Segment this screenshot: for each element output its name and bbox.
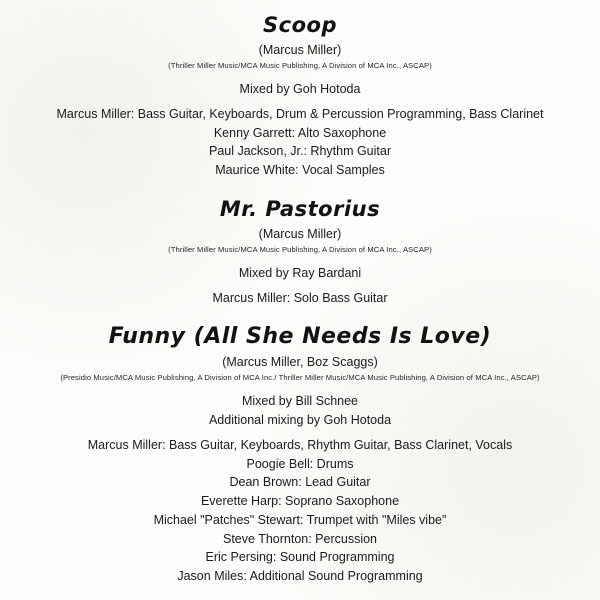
credit-line: Marcus Miller: Bass Guitar, Keyboards, Drum & Percussion Programming, Bass Clarinet bbox=[56, 106, 544, 121]
track-publisher: (Presidio Music/MCA Music Publishing, A Division of MCA Inc./ Thriller Miller Music/MCA Music Publishing, A Division of MCA Inc., ASCAP) bbox=[60, 373, 540, 383]
track-mixing-credits bbox=[18, 393, 582, 430]
track-publisher: (Thriller Miller Music/MCA Music Publishing, A Division of MCA Inc., ASCAP) bbox=[168, 244, 432, 254]
credit-line: Michael "Patches" Stewart: Trumpet with "Miles vibe" bbox=[153, 512, 447, 527]
mixing-line: Mixed by Bill Schnee bbox=[241, 394, 359, 409]
credit-line: Everette Harp: Soprano Saxophone bbox=[200, 494, 400, 509]
track-title: Scoop bbox=[263, 13, 337, 37]
credit-line: Marcus Miller: Solo Bass Guitar bbox=[212, 290, 388, 305]
credit-line: Poogie Bell: Drums bbox=[246, 456, 354, 471]
credit-line: Paul Jackson, Jr.: Rhythm Guitar bbox=[208, 144, 391, 159]
track-mixing-credits bbox=[18, 265, 582, 283]
track-performer-credits bbox=[18, 437, 582, 586]
track-entry-funny bbox=[18, 325, 582, 586]
credit-line: Jason Miles: Additional Sound Programming bbox=[177, 569, 423, 584]
credit-line: Eric Persing: Sound Programming bbox=[205, 550, 395, 565]
track-composer: (Marcus Miller, Boz Scaggs) bbox=[222, 355, 378, 370]
credit-line: Kenny Garrett: Alto Saxophone bbox=[213, 125, 387, 140]
track-composer: (Marcus Miller) bbox=[258, 43, 342, 58]
track-composer: (Marcus Miller) bbox=[258, 226, 342, 241]
track-performer-credits bbox=[18, 290, 582, 308]
track-mixing-credits bbox=[18, 81, 582, 99]
mixing-line: Mixed by Ray Bardani bbox=[238, 265, 362, 280]
track-entry-mr-pastorius bbox=[18, 198, 582, 308]
credit-line: Marcus Miller: Bass Guitar, Keyboards, Rhythm Guitar, Bass Clarinet, Vocals bbox=[87, 437, 513, 452]
track-publisher: (Thriller Miller Music/MCA Music Publishing, A Division of MCA Inc., ASCAP) bbox=[168, 61, 432, 71]
credit-line: Maurice White: Vocal Samples bbox=[215, 163, 385, 178]
mixing-line: Additional mixing by Goh Hotoda bbox=[208, 413, 392, 428]
credit-line: Dean Brown: Lead Guitar bbox=[229, 475, 371, 490]
track-title: Mr. Pastorius bbox=[219, 196, 381, 221]
track-entry-scoop bbox=[18, 14, 582, 180]
credit-line: Steve Thornton: Percussion bbox=[222, 531, 378, 546]
track-title: Funny (All She Needs Is Love) bbox=[108, 324, 492, 350]
track-performer-credits bbox=[18, 106, 582, 180]
mixing-line: Mixed by Goh Hotoda bbox=[239, 82, 361, 97]
